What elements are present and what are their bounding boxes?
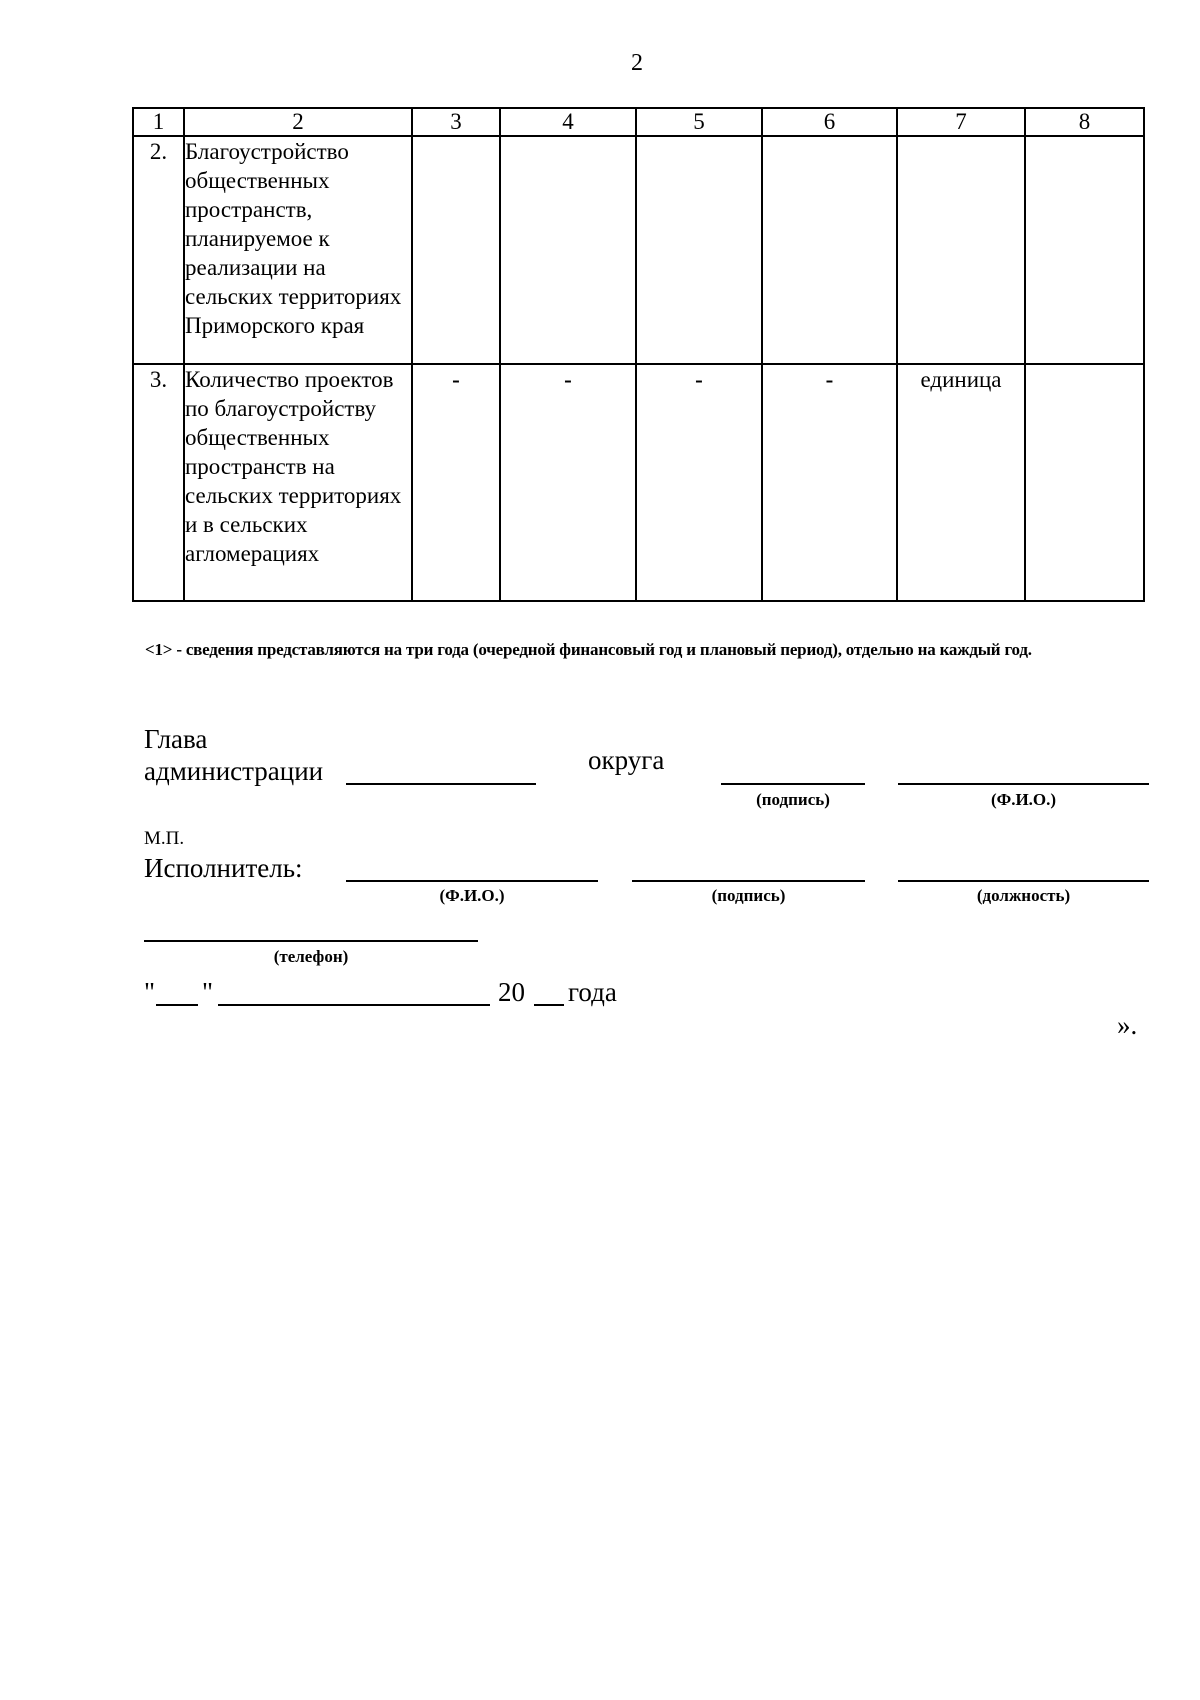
cell-value [500,136,636,364]
cell-value [762,136,897,364]
cell-value [1025,364,1144,601]
column-header: 1 [133,108,184,136]
executor-position-caption: (должность) [976,886,1071,905]
table-header-row [133,108,1144,136]
date-quote-open: " [144,977,156,1007]
date-day-blank [156,1004,198,1006]
cell-unit [897,136,1025,364]
column-header: 2 [184,108,412,136]
column-header: 7 [897,108,1025,136]
indicator-table [132,107,1145,602]
cell-value: - [762,364,897,601]
column-header: 3 [412,108,500,136]
head-fio-line [898,783,1149,785]
indicator-name: Благоустройство общественных пространств, планируемое к реализации на сельских территориях Приморского края [184,136,412,364]
date-year-prefix: 20 [498,977,525,1007]
head-signature-line [721,783,865,785]
executor-label: Исполнитель: [144,853,303,883]
head-fio-caption: (Ф.И.О.) [990,790,1057,809]
date-month-blank [218,1004,490,1006]
footnote: <1> - сведения представляются на три года (очередной финансовый год и плановый период), отдельно на каждый год. [145,640,1032,659]
cell-value: - [412,364,500,601]
executor-signature-line [632,880,865,882]
head-title-line1: Глава [144,724,208,754]
column-header: 5 [636,108,762,136]
table-row [133,136,1144,364]
indicator-name: Количество проектов по благоустройству общественных пространств на сельских территориях и в сельских агломерациях [184,364,412,601]
date-year-blank [534,1004,564,1006]
head-signature-caption: (подпись) [756,790,830,809]
cell-value: - [500,364,636,601]
cell-value: - [636,364,762,601]
stamp-place-label: М.П. [144,828,185,849]
cell-value [412,136,500,364]
date-quote-close: " [202,977,214,1007]
cell-value [1025,136,1144,364]
district-label: округа [588,745,665,775]
phone-caption: (телефон) [273,947,349,966]
column-header: 4 [500,108,636,136]
date-year-suffix: года [568,977,617,1007]
page-number: 2 [631,50,643,76]
row-number: 2. [133,136,184,364]
executor-fio-line [346,880,598,882]
column-header: 8 [1025,108,1144,136]
row-number: 3. [133,364,184,601]
phone-line [144,940,478,942]
district-name-blank [346,783,536,785]
head-title-line2: администрации [144,756,324,786]
cell-unit: единица [897,364,1025,601]
executor-fio-caption: (Ф.И.О.) [439,886,505,905]
column-header: 6 [762,108,897,136]
executor-signature-caption: (подпись) [711,886,786,905]
cell-value [636,136,762,364]
table-row [133,364,1144,601]
closing-quote-mark: ». [1117,1010,1138,1040]
executor-position-line [898,880,1149,882]
